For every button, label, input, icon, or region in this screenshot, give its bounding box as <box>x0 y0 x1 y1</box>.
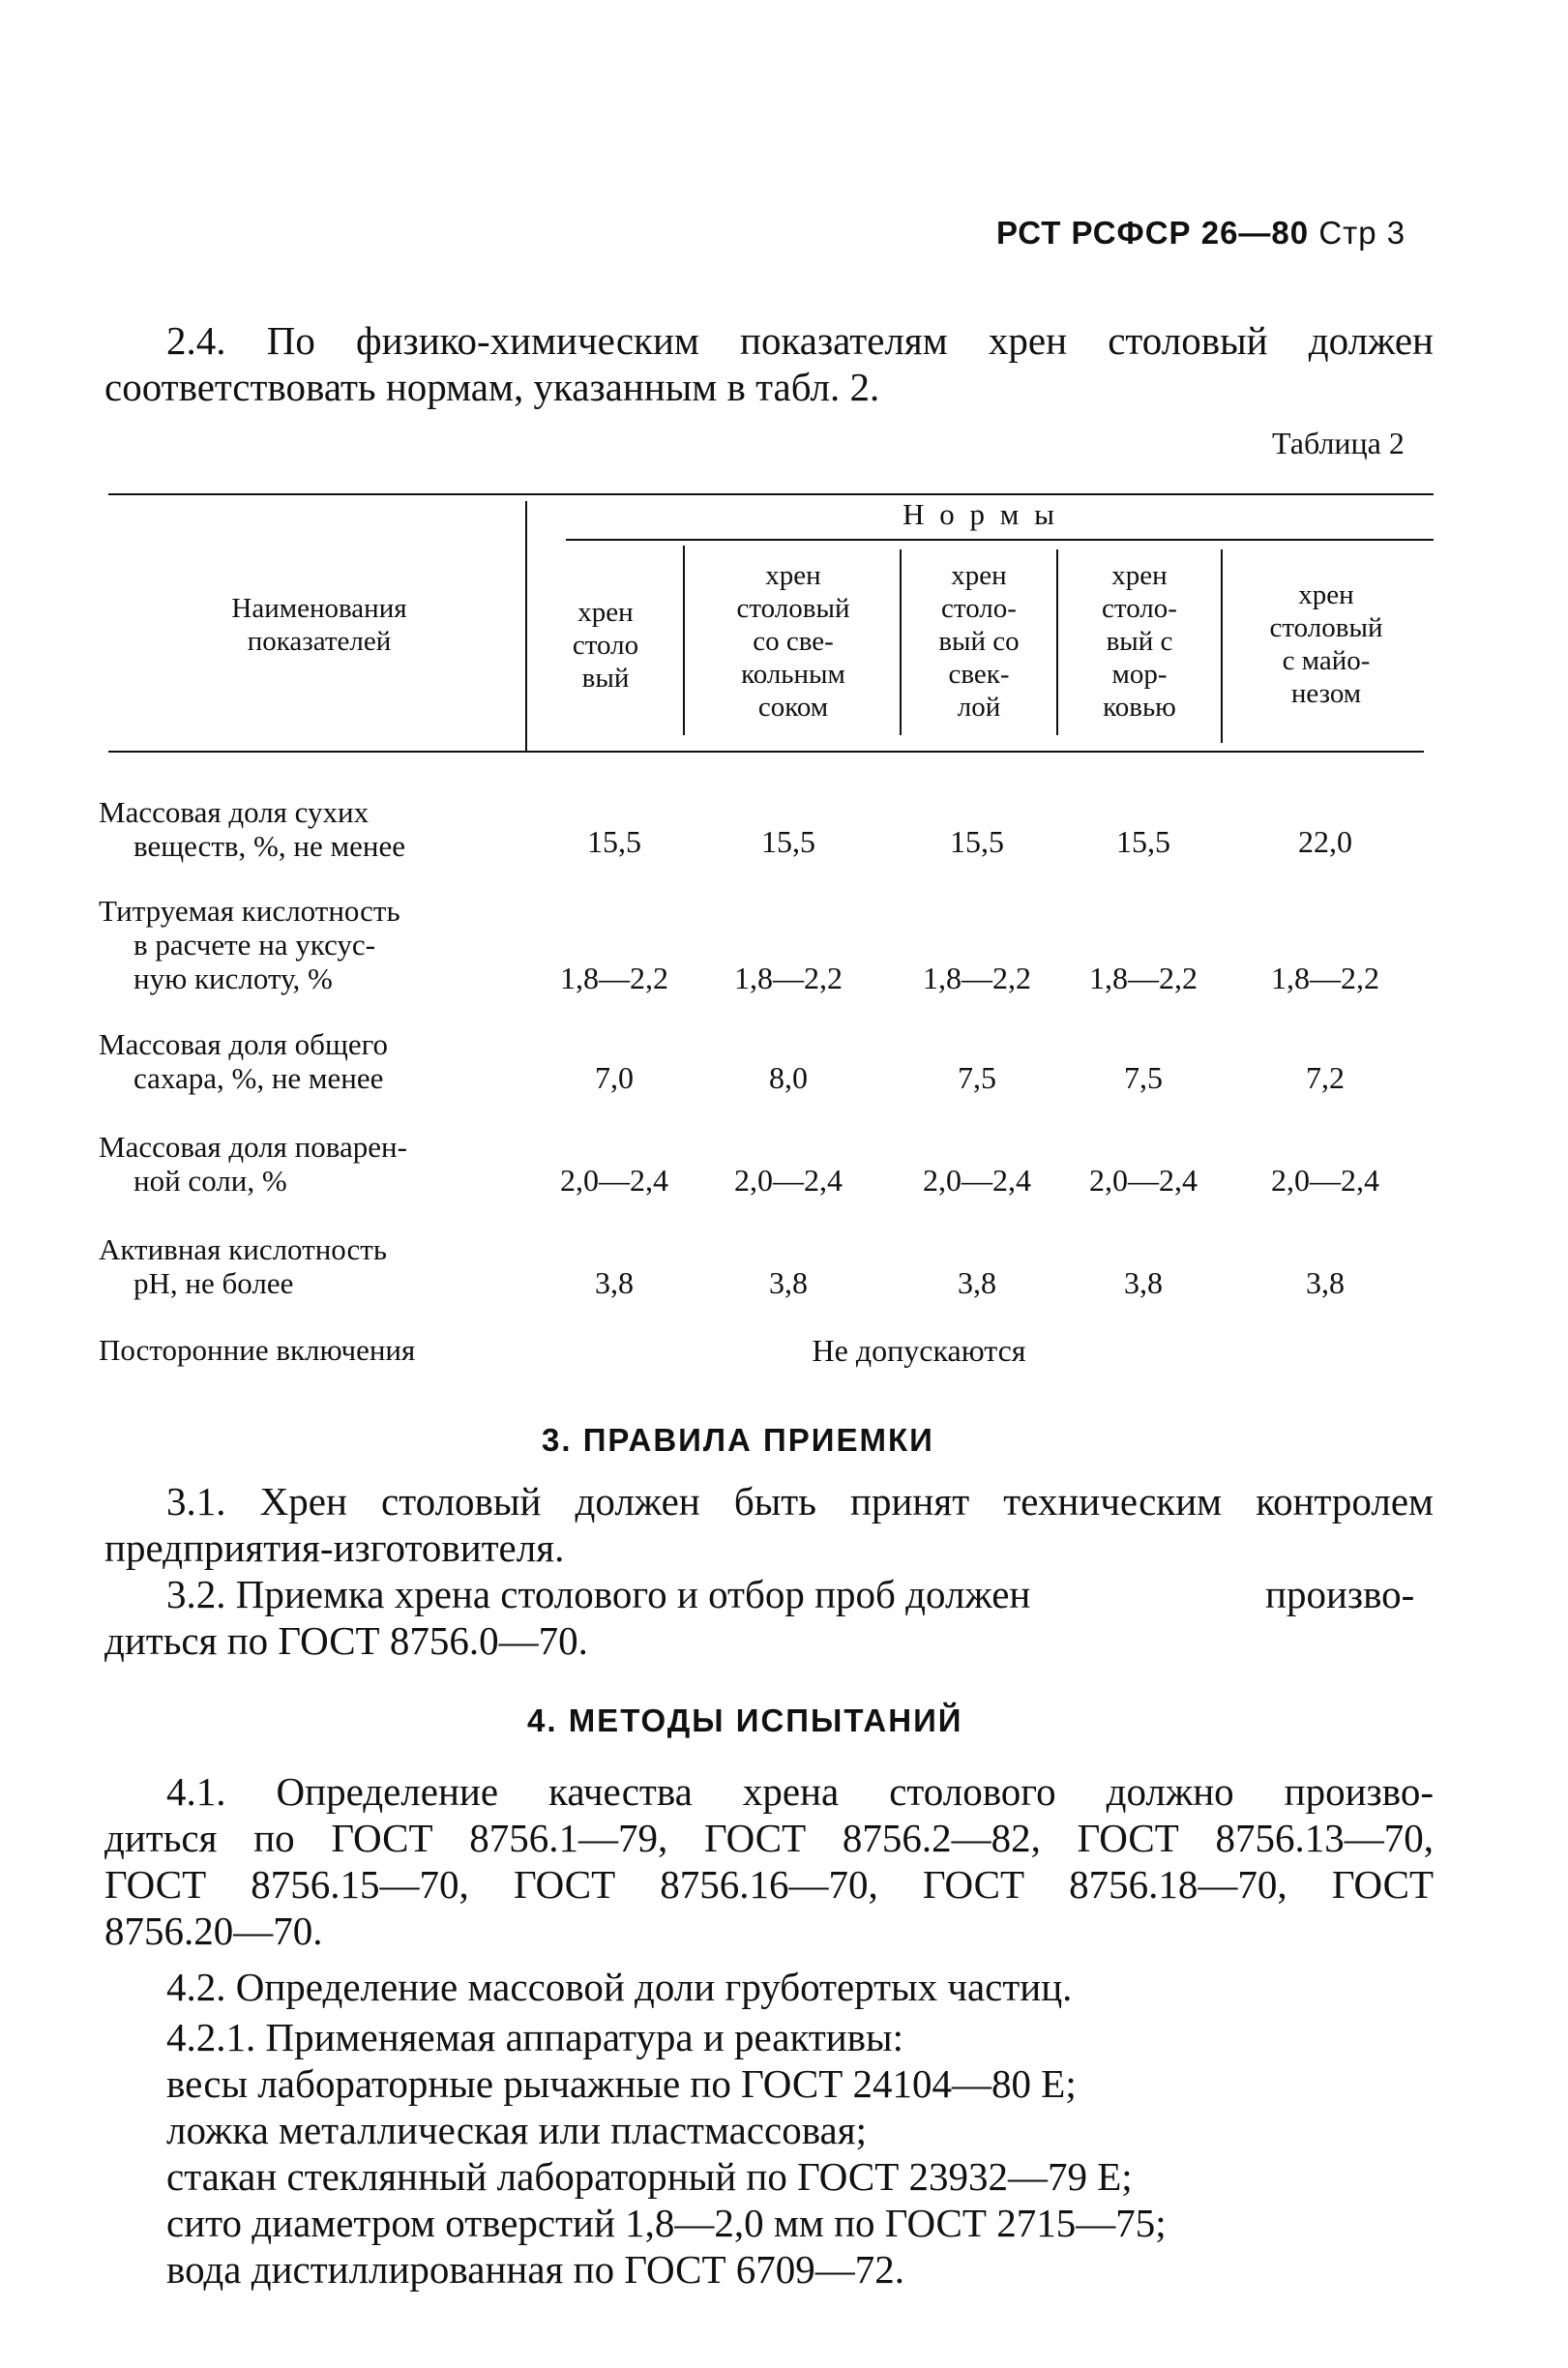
list-item: стакан стеклянный лабораторный по ГОСТ 23932—79 Е; <box>166 2154 1133 2199</box>
table-cell: 8,0 <box>769 1060 808 1095</box>
table-caption: Таблица 2 <box>1272 426 1405 460</box>
table-cell: 2,0—2,4 <box>734 1163 843 1198</box>
norms-header: Н о р м ы <box>902 497 1058 531</box>
table-cell: 15,5 <box>587 824 641 859</box>
row-label-sugar: Массовая доля общего сахара, %, не менее <box>99 1027 389 1095</box>
row-label-ph: Активная кислотность pH, не более <box>99 1232 387 1300</box>
clause-2-4-line2: соответствовать нормам, указанным в табл. 2. <box>104 365 880 409</box>
clause-4-1-line1: 4.1. Определение качества хрена столового должно произво- <box>166 1769 1434 1814</box>
section-3-title: 3. ПРАВИЛА ПРИЕМКИ <box>542 1422 934 1458</box>
table-cell: 3,8 <box>1306 1265 1345 1300</box>
clause-4-1-line2: диться по ГОСТ 8756.1—79, ГОСТ 8756.2—82, ГОСТ 8756.13—70, <box>104 1816 1434 1860</box>
table-divider-main <box>525 501 527 751</box>
column-header-5: хрен столовый с майо- незом <box>1269 579 1383 709</box>
clause-4-1-line4: 8756.20—70. <box>104 1909 323 1953</box>
clause-2-4-line1: 2.4. По физико-химическим показателям хрен столовый должен <box>166 318 1434 363</box>
clause-4-2-1: 4.2.1. Применяемая аппаратура и реактивы: <box>166 2015 903 2059</box>
table-cell: 3,8 <box>769 1265 808 1300</box>
table-divider-col5 <box>1221 549 1223 743</box>
list-item: весы лабораторные рычажные по ГОСТ 24104—80 Е; <box>166 2061 1077 2106</box>
table-cell: 1,8—2,2 <box>1089 961 1198 995</box>
row-label-acidity: Титруемая кислотность в расчете на уксус- ную кислоту, % <box>99 894 400 995</box>
table-divider-col3 <box>900 549 902 735</box>
table-cell: 7,0 <box>595 1060 634 1095</box>
table-cell: 1,8—2,2 <box>1271 961 1379 995</box>
row-label-salt: Массовая доля поварен- ной соли, % <box>99 1130 407 1198</box>
table-cell: 2,0—2,4 <box>560 1163 668 1198</box>
table-cell: 7,5 <box>1124 1060 1163 1095</box>
table-cell: 3,8 <box>958 1265 996 1300</box>
column-header-2: хрен столовый со све- кольным соком <box>736 560 850 723</box>
table-cell: 15,5 <box>1116 824 1170 859</box>
table-cell: 15,5 <box>950 824 1004 859</box>
column-header-1: хрен столо вый <box>572 597 639 694</box>
clause-3-1-line1: 3.1. Хрен столовый должен быть принят техническим контролем <box>166 1479 1434 1524</box>
table-cell: 1,8—2,2 <box>560 961 668 995</box>
table-cell: 1,8—2,2 <box>734 961 843 995</box>
page-header <box>996 215 1405 252</box>
section-4-title: 4. МЕТОДЫ ИСПЫТАНИЙ <box>527 1702 963 1738</box>
table-cell: 1,8—2,2 <box>923 961 1031 995</box>
norms-header-rule <box>566 539 1434 541</box>
row-label-foreign-inclusions: Посторонние включения <box>99 1333 416 1367</box>
table-cell: 7,5 <box>958 1060 996 1095</box>
clause-4-2: 4.2. Определение массовой доли груботертых частиц. <box>166 1965 1073 2009</box>
table-cell: 22,0 <box>1298 824 1352 859</box>
table-cell: 7,2 <box>1306 1060 1345 1095</box>
table-header-bottom-rule <box>108 751 1424 753</box>
list-item: сито диаметром отверстий 1,8—2,0 мм по ГОСТ 2715—75; <box>166 2201 1167 2245</box>
list-item: вода дистиллированная по ГОСТ 6709—72. <box>166 2247 905 2292</box>
table-cell-merged: Не допускаются <box>812 1333 1026 1368</box>
table-divider-col2 <box>683 546 685 735</box>
table-cell: 3,8 <box>595 1265 634 1300</box>
table-cell: 3,8 <box>1124 1265 1163 1300</box>
column-header-4: хрен столо- вый с мор- ковью <box>1102 560 1177 723</box>
clause-3-2-line1-end: произво- <box>1265 1572 1415 1616</box>
clause-3-2-line2: диться по ГОСТ 8756.0—70. <box>104 1618 588 1663</box>
column-header-3: хрен столо- вый со свек- лой <box>938 560 1020 723</box>
clause-4-1-line3: ГОСТ 8756.15—70, ГОСТ 8756.16—70, ГОСТ 8756.18—70, ГОСТ <box>104 1862 1434 1907</box>
clause-3-2-line1: 3.2. Приемка хрена столового и отбор проб должен <box>166 1572 1031 1616</box>
document-id: РСТ РСФСР 26—80 <box>996 215 1310 251</box>
indicator-header: Наименования показателей <box>231 593 407 657</box>
table-cell: 2,0—2,4 <box>1271 1163 1379 1198</box>
table-cell: 2,0—2,4 <box>1089 1163 1198 1198</box>
table-cell: 15,5 <box>761 824 815 859</box>
row-label-dry-matter: Массовая доля сухих веществ, %, не менее <box>99 795 405 863</box>
page-number: 3 <box>1386 215 1406 251</box>
table-cell: 2,0—2,4 <box>923 1163 1031 1198</box>
list-item: ложка металлическая или пластмассовая; <box>166 2108 867 2152</box>
page-label: Стр <box>1318 215 1377 251</box>
clause-3-1-line2: предприятия-изготовителя. <box>104 1525 565 1570</box>
table-divider-col4 <box>1056 549 1058 735</box>
